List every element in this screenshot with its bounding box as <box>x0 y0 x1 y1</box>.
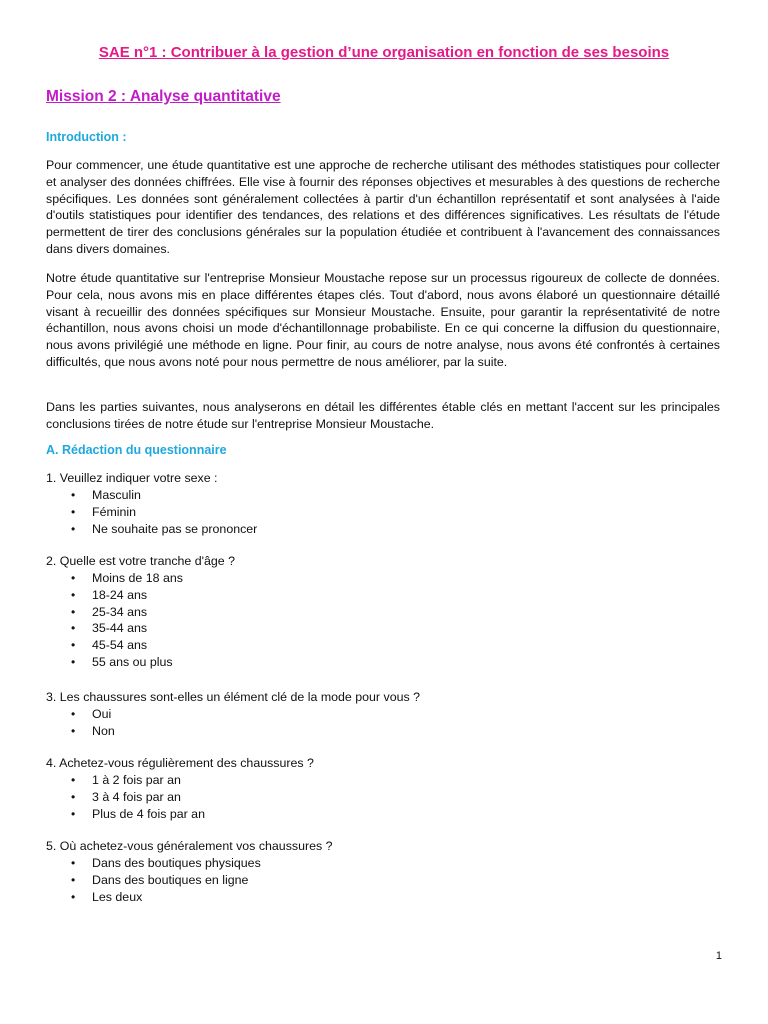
introduction-heading: Introduction : <box>46 130 127 144</box>
section-heading-questionnaire: A. Rédaction du questionnaire <box>46 443 227 457</box>
intro-paragraph-2: Notre étude quantitative sur l'entreprise Monsieur Moustache repose sur un processus rigoureux de collecte de données. Pour cela, nous avons mis en place différentes étapes clés. Tout d'abord, nous avons élaboré un questionnaire détaillé visant à recueillir des données spécifiques sur Monsieur Moustache. Ensuite, pour garantir la représentativité de notre échantillon, nous avons choisi un mode d'échantillonnage probabiliste. En ce qui concerne la diffusion du questionnaire, nous avons privilégié une méthode en ligne. Pour finir, au cours de notre analyse, nous avons été confrontés à certaines difficultés, que nous avons noté pour nous permettre de nous améliorer, par la suite. <box>46 271 720 369</box>
option-list <box>46 487 706 537</box>
option-label: 25-34 ans <box>92 604 148 619</box>
option-list <box>46 772 706 822</box>
option-label: Masculin <box>92 488 141 502</box>
option-item <box>46 570 706 587</box>
option-item <box>46 806 706 823</box>
option-item <box>46 772 706 789</box>
option-label: Féminin <box>92 504 137 519</box>
option-label: Les deux <box>92 889 143 904</box>
bullet-icon: • <box>71 654 76 669</box>
option-item <box>46 504 706 521</box>
bullet-icon: • <box>71 521 76 536</box>
bullet-icon: • <box>71 571 76 585</box>
bullet-icon: • <box>71 806 76 821</box>
question-text: 4. Achetez-vous régulièrement des chaussures ? <box>46 756 314 770</box>
option-item <box>46 855 706 872</box>
option-item <box>46 487 706 504</box>
mission-title: Mission 2 : Analyse quantitative <box>46 88 281 105</box>
question-text: 2. Quelle est votre tranche d'âge ? <box>46 554 236 568</box>
option-label: 18-24 ans <box>92 587 148 602</box>
bullet-icon: • <box>71 621 76 636</box>
intro-paragraph-3: Dans les parties suivantes, nous analyserons en détail les différentes étable clés en mettant l'accent sur les principales conclusions tirées de notre étude sur l'entreprise Monsieur Moustache. <box>46 400 720 431</box>
bullet-icon: • <box>71 789 76 804</box>
option-list <box>46 570 706 671</box>
option-label: Dans des boutiques physiques <box>92 856 261 870</box>
bullet-icon: • <box>71 638 76 653</box>
option-list <box>46 706 706 740</box>
question-5 <box>46 838 706 905</box>
question-4 <box>46 755 706 822</box>
option-item <box>46 872 706 889</box>
question-text: 3. Les chaussures sont-elles un élément clé de la mode pour vous ? <box>46 690 421 704</box>
option-item <box>46 604 706 621</box>
option-list <box>46 855 706 905</box>
option-item <box>46 637 706 654</box>
option-item <box>46 620 706 637</box>
document-title: SAE n°1 : Contribuer à la gestion d’une organisation en fonction de ses besoins <box>98 44 670 61</box>
option-item <box>46 789 706 806</box>
question-2 <box>46 553 706 671</box>
option-item <box>46 889 706 906</box>
option-item <box>46 587 706 604</box>
intro-paragraph-1: Pour commencer, une étude quantitative est une approche de recherche utilisant des méthodes statistiques pour collecter et analyser des données chiffrées. Elle vise à fournir des réponses objectives et mesurables à des questions de recherche spécifiques. Les données sont généralement collectées à partir d'un échantillon représentatif et sont analysées à l'aide d'outils statistiques pour identifier des tendances, des relations et des différences significatives. Les résultats de l'étude permettent de tirer des conclusions générales sur la population étudiée et contribuent à l'avancement des connaissances dans divers domaines. <box>46 158 720 256</box>
option-item <box>46 654 706 671</box>
option-label: 55 ans ou plus <box>92 654 173 669</box>
bullet-icon: • <box>71 488 76 502</box>
bullet-icon: • <box>71 604 76 619</box>
option-label: 45-54 ans <box>92 638 148 653</box>
option-label: Moins de 18 ans <box>92 571 183 585</box>
bullet-icon: • <box>71 889 76 904</box>
page-number: 1 <box>715 950 722 962</box>
option-label: 1 à 2 fois par an <box>92 773 181 787</box>
bullet-icon: • <box>71 872 76 887</box>
option-item <box>46 521 706 538</box>
question-text: 1. Veuillez indiquer votre sexe : <box>46 471 218 485</box>
bullet-icon: • <box>71 723 76 738</box>
option-item <box>46 723 706 740</box>
bullet-icon: • <box>71 587 76 602</box>
question-3 <box>46 689 706 740</box>
option-label: Oui <box>92 707 112 721</box>
option-label: Non <box>92 723 115 738</box>
bullet-icon: • <box>71 707 76 721</box>
question-text: 5. Où achetez-vous généralement vos chaussures ? <box>46 839 333 853</box>
option-label: Plus de 4 fois par an <box>92 806 205 821</box>
bullet-icon: • <box>71 856 76 870</box>
option-label: 35-44 ans <box>92 621 148 636</box>
question-1 <box>46 470 706 537</box>
option-label: Ne souhaite pas se prononcer <box>92 521 258 536</box>
bullet-icon: • <box>71 504 76 519</box>
bullet-icon: • <box>71 773 76 787</box>
option-item <box>46 706 706 723</box>
option-label: Dans des boutiques en ligne <box>92 872 249 887</box>
option-label: 3 à 4 fois par an <box>92 789 181 804</box>
